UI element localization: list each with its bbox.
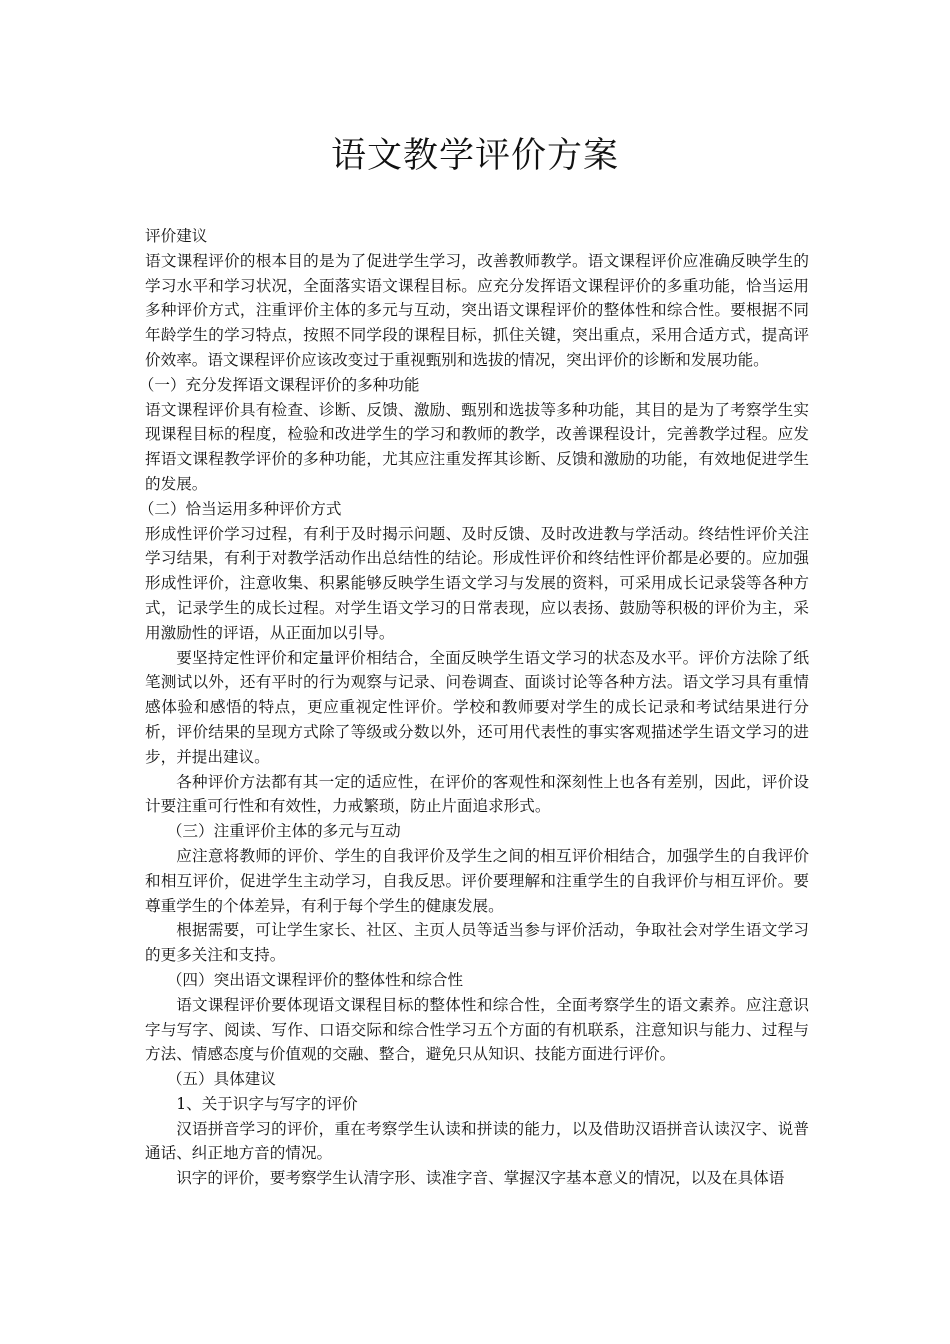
section-heading: （五）具体建议	[166, 1070, 276, 1089]
paragraph: 应注意将教师的评价、学生的自我评价及学生之间的相互评价相结合，加强学生的自我评价和相互评价，促进学生主动学习，自我反思。评价要理解和注重学生的自我评价与相互评价。要尊重学生的个体差异，有利于每个学生的健康发展。	[145, 846, 809, 915]
paragraph: 根据需要，可让学生家长、社区、主页人员等适当参与评价活动，争取社会对学生语文学习的更多关注和支持。	[145, 921, 809, 965]
paragraph: 形成性评价学习过程，有利于及时揭示问题、及时反馈、及时改进教与学活动。终结性评价关注学习结果，有利于对教学活动作出总结性的结论。形成性评价和终结性评价都是必要的。应加强形成性评价，注意收集、积累能够反映学生语文学习与发展的资料，可采用成长记录袋等各种方式，记录学生的成长过程。对学生语文学习的日常表现，应以表扬、鼓励等积极的评价为主，采用激励性的评语，从正面加以引导。	[145, 524, 809, 642]
paragraph: 各种评价方法都有其一定的适应性，在评价的客观性和深刻性上也各有差别，因此，评价设计要注重可行性和有效性，力戒繁琐，防止片面追求形式。	[145, 772, 809, 816]
document-title: 语文教学评价方案	[330, 136, 619, 176]
section-heading: （一）充分发挥语文课程评价的多种功能	[138, 375, 420, 394]
paragraph: 识字的评价，要考察学生认清字形、读准字音、掌握汉字基本意义的情况，以及在具体语	[176, 1169, 785, 1188]
paragraph: 语文课程评价要体现语文课程目标的整体性和综合性，全面考察学生的语文素养。应注意识字与写字、阅读、写作、口语交际和综合性学习五个方面的有机联系，注意知识与能力、过程与方法、情感态度与价值观的交融、整合，避免只从知识、技能方面进行评价。	[145, 995, 809, 1064]
subsection-heading: 1、关于识字与写字的评价	[176, 1094, 358, 1113]
paragraph: 语文课程评价的根本目的是为了促进学生学习，改善教师教学。语文课程评价应准确反映学生的学习水平和学习状况，全面落实语文课程目标。应充分发挥语文课程评价的多重功能，恰当运用多种评价方式，注重评价主体的多元与互动，突出语文课程评价的整体性和综合性。要根据不同年龄学生的学习特点，按照不同学段的课程目标，抓住关键，突出重点，采用合适方式，提高评价效率。语文课程评价应该改变过于重视甄别和选拔的情况，突出评价的诊断和发展功能。	[145, 251, 809, 369]
section-heading: （四）突出语文课程评价的整体性和综合性	[166, 970, 464, 989]
paragraph: 汉语拼音学习的评价，重在考察学生认读和拼读的能力，以及借助汉语拼音认读汉字、说普通话、纠正地方音的情况。	[145, 1119, 809, 1163]
section-heading: 评价建议	[145, 227, 208, 245]
paragraph: 要坚持定性评价和定量评价相结合，全面反映学生语文学习的状态及水平。评价方法除了纸笔测试以外，还有平时的行为观察与记录、问卷调查、面谈讨论等各种方法。语文学习具有重情感体验和感悟的特点，更应重视定性评价。学校和教师要对学生的成长记录和考试结果进行分析，评价结果的呈现方式除了等级或分数以外，还可用代表性的事实客观描述学生语文学习的进步，并提出建议。	[145, 648, 809, 766]
section-heading: （二）恰当运用多种评价方式	[138, 499, 342, 518]
section-heading: （三）注重评价主体的多元与互动	[166, 822, 401, 841]
document-body	[138, 224, 809, 1191]
paragraph: 语文课程评价具有检查、诊断、反馈、激励、甄别和选拔等多种功能，其目的是为了考察学生实现课程目标的程度，检验和改进学生的学习和教师的教学，改善课程设计，完善教学过程。应发挥语文课程教学评价的多种功能，尤其应注重发挥其诊断、反馈和激励的功能，有效地促进学生的发展。	[145, 400, 809, 493]
